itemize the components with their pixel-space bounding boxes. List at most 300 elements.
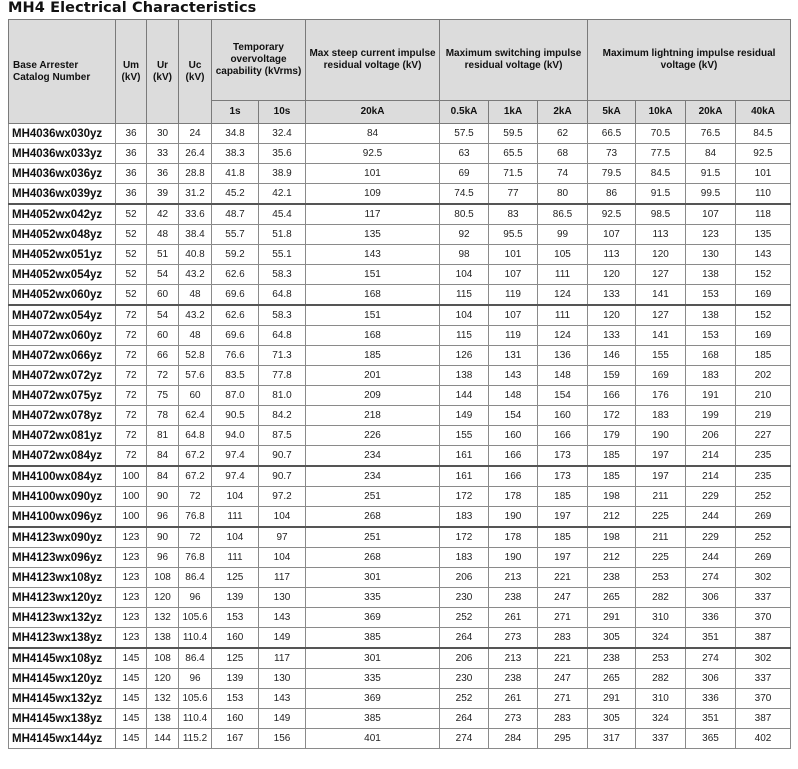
cell-lightning-40ka: 227 xyxy=(736,426,791,446)
cell-lightning-40ka: 92.5 xyxy=(736,144,791,164)
cell-switching-0-5ka: 183 xyxy=(440,507,489,528)
cell-lightning-20ka: 336 xyxy=(686,689,736,709)
cell-tov-1s: 167 xyxy=(212,729,259,749)
table-row xyxy=(9,588,791,608)
cell-lightning-5ka: 305 xyxy=(588,628,636,649)
cell-uc: 62.4 xyxy=(179,406,212,426)
cell-lightning-5ka: 291 xyxy=(588,689,636,709)
cell-lightning-5ka: 291 xyxy=(588,608,636,628)
cell-ur: 78 xyxy=(147,406,179,426)
cell-uc: 57.6 xyxy=(179,366,212,386)
cell-switching-0-5ka: 155 xyxy=(440,426,489,446)
cell-switching-0-5ka: 115 xyxy=(440,326,489,346)
cell-lightning-10ka: 98.5 xyxy=(636,204,686,225)
table-row xyxy=(9,426,791,446)
table-row xyxy=(9,568,791,588)
cell-lightning-40ka: 252 xyxy=(736,527,791,548)
cell-switching-0-5ka: 183 xyxy=(440,548,489,568)
cell-lightning-10ka: 127 xyxy=(636,265,686,285)
cell-tov-10s: 64.8 xyxy=(259,326,306,346)
cell-lightning-20ka: 99.5 xyxy=(686,184,736,205)
cell-lightning-40ka: 135 xyxy=(736,225,791,245)
cell-ur: 132 xyxy=(147,689,179,709)
cell-switching-1ka: 166 xyxy=(489,466,538,487)
cell-uc: 105.6 xyxy=(179,689,212,709)
cell-ur: 54 xyxy=(147,265,179,285)
cell-tov-10s: 97.2 xyxy=(259,487,306,507)
cell-um: 72 xyxy=(116,406,147,426)
cell-lightning-10ka: 324 xyxy=(636,709,686,729)
cell-lightning-20ka: 153 xyxy=(686,285,736,306)
subheader-switching-1ka: 1kA xyxy=(489,101,538,124)
cell-um: 72 xyxy=(116,386,147,406)
cell-lightning-40ka: 143 xyxy=(736,245,791,265)
cell-tov-10s: 130 xyxy=(259,669,306,689)
cell-switching-0-5ka: 149 xyxy=(440,406,489,426)
cell-catalog-number: MH4145wx132yz xyxy=(9,689,116,709)
cell-catalog-number: MH4123wx090yz xyxy=(9,527,116,548)
cell-catalog-number: MH4036wx036yz xyxy=(9,164,116,184)
cell-switching-0-5ka: 57.5 xyxy=(440,124,489,144)
cell-tov-1s: 94.0 xyxy=(212,426,259,446)
cell-catalog-number: MH4072wx078yz xyxy=(9,406,116,426)
cell-steep-20ka: 226 xyxy=(306,426,440,446)
cell-tov-10s: 90.7 xyxy=(259,466,306,487)
cell-tov-1s: 104 xyxy=(212,527,259,548)
cell-um: 145 xyxy=(116,648,147,669)
cell-uc: 48 xyxy=(179,285,212,306)
subheader-switching-0-5ka: 0.5kA xyxy=(440,101,489,124)
header-catalog-number: Base Arrester Catalog Number xyxy=(9,20,116,124)
header-uc: Uc (kV) xyxy=(179,20,212,124)
cell-lightning-40ka: 152 xyxy=(736,265,791,285)
cell-lightning-10ka: 77.5 xyxy=(636,144,686,164)
cell-tov-1s: 97.4 xyxy=(212,446,259,467)
cell-catalog-number: MH4100wx084yz xyxy=(9,466,116,487)
table-body xyxy=(9,124,791,749)
cell-lightning-40ka: 252 xyxy=(736,487,791,507)
cell-uc: 110.4 xyxy=(179,628,212,649)
cell-switching-1ka: 83 xyxy=(489,204,538,225)
cell-lightning-20ka: 206 xyxy=(686,426,736,446)
table-row xyxy=(9,527,791,548)
cell-switching-2ka: 111 xyxy=(538,305,588,326)
cell-switching-0-5ka: 126 xyxy=(440,346,489,366)
cell-steep-20ka: 218 xyxy=(306,406,440,426)
cell-lightning-40ka: 302 xyxy=(736,568,791,588)
cell-uc: 38.4 xyxy=(179,225,212,245)
cell-lightning-20ka: 138 xyxy=(686,265,736,285)
cell-lightning-40ka: 370 xyxy=(736,608,791,628)
cell-uc: 96 xyxy=(179,588,212,608)
cell-lightning-20ka: 306 xyxy=(686,588,736,608)
cell-switching-0-5ka: 69 xyxy=(440,164,489,184)
cell-lightning-5ka: 198 xyxy=(588,527,636,548)
cell-tov-1s: 97.4 xyxy=(212,466,259,487)
cell-uc: 40.8 xyxy=(179,245,212,265)
cell-lightning-40ka: 84.5 xyxy=(736,124,791,144)
cell-tov-1s: 90.5 xyxy=(212,406,259,426)
cell-uc: 86.4 xyxy=(179,648,212,669)
cell-lightning-40ka: 337 xyxy=(736,669,791,689)
cell-switching-0-5ka: 92 xyxy=(440,225,489,245)
cell-switching-2ka: 173 xyxy=(538,446,588,467)
cell-switching-2ka: 271 xyxy=(538,689,588,709)
cell-tov-10s: 77.8 xyxy=(259,366,306,386)
cell-catalog-number: MH4052wx042yz xyxy=(9,204,116,225)
cell-lightning-40ka: 387 xyxy=(736,709,791,729)
cell-switching-0-5ka: 172 xyxy=(440,487,489,507)
cell-ur: 108 xyxy=(147,568,179,588)
cell-lightning-5ka: 113 xyxy=(588,245,636,265)
cell-switching-0-5ka: 252 xyxy=(440,689,489,709)
cell-uc: 76.8 xyxy=(179,548,212,568)
cell-steep-20ka: 201 xyxy=(306,366,440,386)
cell-switching-1ka: 273 xyxy=(489,709,538,729)
cell-um: 36 xyxy=(116,164,147,184)
cell-lightning-10ka: 176 xyxy=(636,386,686,406)
cell-tov-1s: 41.8 xyxy=(212,164,259,184)
cell-lightning-5ka: 305 xyxy=(588,709,636,729)
cell-ur: 144 xyxy=(147,729,179,749)
cell-switching-2ka: 166 xyxy=(538,426,588,446)
cell-catalog-number: MH4145wx138yz xyxy=(9,709,116,729)
subheader-lightning-40ka: 40kA xyxy=(736,101,791,124)
cell-uc: 115.2 xyxy=(179,729,212,749)
cell-ur: 90 xyxy=(147,487,179,507)
table-row xyxy=(9,124,791,144)
table-row xyxy=(9,689,791,709)
cell-switching-0-5ka: 264 xyxy=(440,628,489,649)
cell-steep-20ka: 209 xyxy=(306,386,440,406)
cell-steep-20ka: 369 xyxy=(306,608,440,628)
cell-lightning-40ka: 235 xyxy=(736,446,791,467)
table-row xyxy=(9,265,791,285)
cell-um: 123 xyxy=(116,527,147,548)
cell-switching-2ka: 124 xyxy=(538,285,588,306)
table-row xyxy=(9,305,791,326)
cell-catalog-number: MH4072wx081yz xyxy=(9,426,116,446)
subheader-steep-20ka: 20kA xyxy=(306,101,440,124)
cell-lightning-20ka: 244 xyxy=(686,548,736,568)
cell-lightning-40ka: 210 xyxy=(736,386,791,406)
cell-switching-2ka: 247 xyxy=(538,588,588,608)
cell-catalog-number: MH4145wx108yz xyxy=(9,648,116,669)
cell-switching-1ka: 143 xyxy=(489,366,538,386)
cell-switching-1ka: 154 xyxy=(489,406,538,426)
cell-lightning-40ka: 110 xyxy=(736,184,791,205)
cell-um: 72 xyxy=(116,346,147,366)
cell-lightning-5ka: 265 xyxy=(588,588,636,608)
cell-catalog-number: MH4123wx096yz xyxy=(9,548,116,568)
cell-catalog-number: MH4072wx084yz xyxy=(9,446,116,467)
table-row xyxy=(9,386,791,406)
cell-switching-2ka: 283 xyxy=(538,709,588,729)
cell-catalog-number: MH4123wx108yz xyxy=(9,568,116,588)
cell-switching-2ka: 185 xyxy=(538,487,588,507)
cell-lightning-40ka: 185 xyxy=(736,346,791,366)
cell-lightning-10ka: 183 xyxy=(636,406,686,426)
cell-switching-1ka: 119 xyxy=(489,326,538,346)
cell-switching-2ka: 271 xyxy=(538,608,588,628)
cell-tov-10s: 97 xyxy=(259,527,306,548)
header-um: Um (kV) xyxy=(116,20,147,124)
cell-steep-20ka: 143 xyxy=(306,245,440,265)
cell-uc: 43.2 xyxy=(179,265,212,285)
cell-lightning-5ka: 159 xyxy=(588,366,636,386)
cell-lightning-10ka: 190 xyxy=(636,426,686,446)
cell-ur: 60 xyxy=(147,326,179,346)
cell-switching-1ka: 101 xyxy=(489,245,538,265)
cell-switching-1ka: 284 xyxy=(489,729,538,749)
cell-steep-20ka: 268 xyxy=(306,548,440,568)
cell-lightning-40ka: 202 xyxy=(736,366,791,386)
cell-tov-1s: 111 xyxy=(212,507,259,528)
cell-switching-0-5ka: 230 xyxy=(440,669,489,689)
cell-catalog-number: MH4123wx132yz xyxy=(9,608,116,628)
cell-switching-1ka: 71.5 xyxy=(489,164,538,184)
cell-tov-1s: 38.3 xyxy=(212,144,259,164)
cell-lightning-10ka: 225 xyxy=(636,548,686,568)
cell-steep-20ka: 335 xyxy=(306,588,440,608)
cell-tov-1s: 59.2 xyxy=(212,245,259,265)
cell-um: 36 xyxy=(116,144,147,164)
cell-switching-2ka: 221 xyxy=(538,648,588,669)
cell-tov-1s: 55.7 xyxy=(212,225,259,245)
cell-tov-1s: 69.6 xyxy=(212,326,259,346)
cell-um: 72 xyxy=(116,446,147,467)
cell-ur: 138 xyxy=(147,628,179,649)
cell-lightning-40ka: 269 xyxy=(736,507,791,528)
cell-steep-20ka: 84 xyxy=(306,124,440,144)
cell-tov-1s: 139 xyxy=(212,588,259,608)
header-switching-impulse: Maximum switching impulse residual voltage (kV) xyxy=(440,20,588,101)
table-row xyxy=(9,608,791,628)
cell-ur: 120 xyxy=(147,588,179,608)
cell-um: 123 xyxy=(116,608,147,628)
cell-steep-20ka: 251 xyxy=(306,527,440,548)
cell-switching-2ka: 86.5 xyxy=(538,204,588,225)
cell-switching-0-5ka: 252 xyxy=(440,608,489,628)
cell-um: 100 xyxy=(116,487,147,507)
cell-switching-1ka: 77 xyxy=(489,184,538,205)
cell-ur: 138 xyxy=(147,709,179,729)
cell-lightning-20ka: 244 xyxy=(686,507,736,528)
cell-tov-10s: 32.4 xyxy=(259,124,306,144)
cell-lightning-5ka: 212 xyxy=(588,507,636,528)
cell-catalog-number: MH4036wx033yz xyxy=(9,144,116,164)
cell-switching-2ka: 173 xyxy=(538,466,588,487)
cell-ur: 72 xyxy=(147,366,179,386)
cell-switching-2ka: 111 xyxy=(538,265,588,285)
cell-catalog-number: MH4123wx120yz xyxy=(9,588,116,608)
cell-tov-1s: 160 xyxy=(212,628,259,649)
cell-lightning-20ka: 191 xyxy=(686,386,736,406)
subheader-lightning-20ka: 20kA xyxy=(686,101,736,124)
cell-lightning-5ka: 185 xyxy=(588,446,636,467)
cell-tov-10s: 45.4 xyxy=(259,204,306,225)
cell-tov-10s: 51.8 xyxy=(259,225,306,245)
cell-catalog-number: MH4052wx054yz xyxy=(9,265,116,285)
header-temporary-overvoltage: Temporary overvoltage capability (kVrms) xyxy=(212,20,306,101)
cell-catalog-number: MH4052wx048yz xyxy=(9,225,116,245)
cell-lightning-20ka: 351 xyxy=(686,628,736,649)
cell-tov-10s: 35.6 xyxy=(259,144,306,164)
subheader-tov-10s: 10s xyxy=(259,101,306,124)
cell-uc: 96 xyxy=(179,669,212,689)
table-row xyxy=(9,669,791,689)
table-row xyxy=(9,164,791,184)
cell-steep-20ka: 234 xyxy=(306,466,440,487)
cell-lightning-20ka: 183 xyxy=(686,366,736,386)
cell-lightning-10ka: 211 xyxy=(636,487,686,507)
cell-lightning-20ka: 138 xyxy=(686,305,736,326)
cell-ur: 51 xyxy=(147,245,179,265)
cell-um: 72 xyxy=(116,305,147,326)
header-steep-current: Max steep current impulse residual voltage (kV) xyxy=(306,20,440,101)
cell-ur: 39 xyxy=(147,184,179,205)
cell-tov-10s: 81.0 xyxy=(259,386,306,406)
header-ur: Ur (kV) xyxy=(147,20,179,124)
cell-switching-0-5ka: 264 xyxy=(440,709,489,729)
cell-switching-1ka: 160 xyxy=(489,426,538,446)
cell-uc: 33.6 xyxy=(179,204,212,225)
cell-lightning-20ka: 168 xyxy=(686,346,736,366)
cell-switching-0-5ka: 144 xyxy=(440,386,489,406)
cell-lightning-40ka: 118 xyxy=(736,204,791,225)
cell-lightning-20ka: 229 xyxy=(686,527,736,548)
cell-tov-10s: 143 xyxy=(259,689,306,709)
table-row xyxy=(9,144,791,164)
table-row xyxy=(9,184,791,205)
cell-lightning-5ka: 73 xyxy=(588,144,636,164)
cell-lightning-5ka: 238 xyxy=(588,648,636,669)
cell-um: 123 xyxy=(116,588,147,608)
cell-switching-1ka: 131 xyxy=(489,346,538,366)
cell-lightning-20ka: 336 xyxy=(686,608,736,628)
cell-lightning-10ka: 310 xyxy=(636,608,686,628)
cell-lightning-5ka: 66.5 xyxy=(588,124,636,144)
cell-lightning-10ka: 127 xyxy=(636,305,686,326)
cell-steep-20ka: 385 xyxy=(306,628,440,649)
cell-lightning-10ka: 155 xyxy=(636,346,686,366)
cell-lightning-10ka: 253 xyxy=(636,568,686,588)
cell-tov-1s: 153 xyxy=(212,689,259,709)
cell-steep-20ka: 301 xyxy=(306,568,440,588)
cell-uc: 24 xyxy=(179,124,212,144)
cell-um: 52 xyxy=(116,265,147,285)
cell-switching-2ka: 295 xyxy=(538,729,588,749)
cell-um: 52 xyxy=(116,285,147,306)
cell-switching-1ka: 107 xyxy=(489,305,538,326)
cell-lightning-5ka: 317 xyxy=(588,729,636,749)
cell-catalog-number: MH4072wx060yz xyxy=(9,326,116,346)
cell-switching-2ka: 80 xyxy=(538,184,588,205)
cell-um: 72 xyxy=(116,426,147,446)
cell-uc: 60 xyxy=(179,386,212,406)
cell-ur: 75 xyxy=(147,386,179,406)
table-row xyxy=(9,326,791,346)
cell-lightning-5ka: 198 xyxy=(588,487,636,507)
cell-steep-20ka: 301 xyxy=(306,648,440,669)
cell-ur: 33 xyxy=(147,144,179,164)
cell-lightning-20ka: 76.5 xyxy=(686,124,736,144)
cell-tov-1s: 45.2 xyxy=(212,184,259,205)
subheader-switching-2ka: 2kA xyxy=(538,101,588,124)
cell-catalog-number: MH4072wx066yz xyxy=(9,346,116,366)
cell-um: 72 xyxy=(116,366,147,386)
cell-switching-1ka: 178 xyxy=(489,487,538,507)
cell-lightning-40ka: 169 xyxy=(736,285,791,306)
cell-switching-1ka: 190 xyxy=(489,548,538,568)
cell-um: 145 xyxy=(116,729,147,749)
cell-uc: 67.2 xyxy=(179,466,212,487)
cell-tov-10s: 104 xyxy=(259,548,306,568)
cell-catalog-number: MH4072wx075yz xyxy=(9,386,116,406)
cell-switching-2ka: 185 xyxy=(538,527,588,548)
cell-lightning-20ka: 214 xyxy=(686,466,736,487)
table-row xyxy=(9,285,791,306)
cell-tov-10s: 55.1 xyxy=(259,245,306,265)
cell-switching-2ka: 74 xyxy=(538,164,588,184)
cell-switching-1ka: 261 xyxy=(489,689,538,709)
cell-catalog-number: MH4036wx039yz xyxy=(9,184,116,205)
table-row xyxy=(9,628,791,649)
cell-lightning-20ka: 214 xyxy=(686,446,736,467)
cell-lightning-20ka: 123 xyxy=(686,225,736,245)
cell-switching-1ka: 119 xyxy=(489,285,538,306)
cell-catalog-number: MH4123wx138yz xyxy=(9,628,116,649)
cell-steep-20ka: 369 xyxy=(306,689,440,709)
cell-tov-10s: 58.3 xyxy=(259,265,306,285)
cell-um: 145 xyxy=(116,709,147,729)
cell-tov-1s: 125 xyxy=(212,568,259,588)
cell-um: 36 xyxy=(116,184,147,205)
cell-lightning-5ka: 265 xyxy=(588,669,636,689)
cell-um: 100 xyxy=(116,507,147,528)
cell-steep-20ka: 385 xyxy=(306,709,440,729)
cell-tov-10s: 117 xyxy=(259,568,306,588)
cell-ur: 60 xyxy=(147,285,179,306)
cell-ur: 96 xyxy=(147,507,179,528)
cell-steep-20ka: 168 xyxy=(306,285,440,306)
table-row xyxy=(9,648,791,669)
cell-um: 72 xyxy=(116,326,147,346)
cell-tov-1s: 139 xyxy=(212,669,259,689)
table-row xyxy=(9,446,791,467)
cell-tov-1s: 111 xyxy=(212,548,259,568)
cell-steep-20ka: 101 xyxy=(306,164,440,184)
cell-switching-0-5ka: 161 xyxy=(440,446,489,467)
cell-tov-1s: 34.8 xyxy=(212,124,259,144)
cell-lightning-20ka: 107 xyxy=(686,204,736,225)
cell-lightning-5ka: 120 xyxy=(588,265,636,285)
cell-tov-10s: 156 xyxy=(259,729,306,749)
cell-lightning-20ka: 153 xyxy=(686,326,736,346)
cell-steep-20ka: 109 xyxy=(306,184,440,205)
cell-lightning-10ka: 324 xyxy=(636,628,686,649)
cell-switching-0-5ka: 104 xyxy=(440,265,489,285)
cell-tov-10s: 84.2 xyxy=(259,406,306,426)
cell-tov-1s: 153 xyxy=(212,608,259,628)
cell-ur: 42 xyxy=(147,204,179,225)
cell-lightning-10ka: 337 xyxy=(636,729,686,749)
electrical-characteristics-table xyxy=(8,19,791,749)
cell-lightning-10ka: 70.5 xyxy=(636,124,686,144)
cell-switching-1ka: 190 xyxy=(489,507,538,528)
cell-lightning-10ka: 169 xyxy=(636,366,686,386)
cell-lightning-10ka: 141 xyxy=(636,326,686,346)
